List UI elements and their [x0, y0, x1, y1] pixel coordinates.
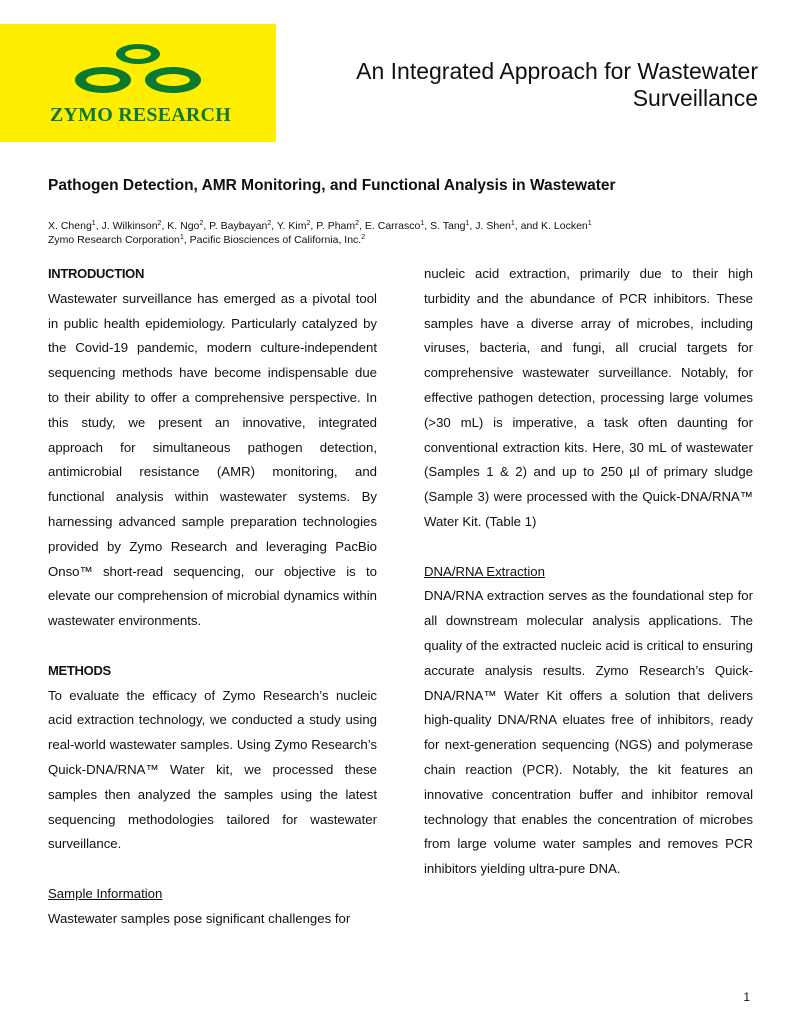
document-title-line1: An Integrated Approach for Wastewater — [356, 58, 758, 84]
introduction-heading: INTRODUCTION — [48, 266, 145, 281]
sample-information-body-cont: nucleic acid extraction, primarily due to their high turbidity and the abundance of PCR inhibitors. These samples have a diverse array of microbes, including viruses, bacteria, and fungi, all crucial targets for comprehensive wastewater surveillance. Notably, for effective pathogen detection, processing large volumes (>30 mL) is imperative, a task often daunting for conventional extraction kits. Here, 30 mL of wastewater (Samples 1 & 2) and up to 250 µl of primary sludge (Sample 3) were processed with the Quick-DNA/RNA™ Water Kit. (Table 1) — [424, 266, 753, 529]
paper-title: Pathogen Detection, AMR Monitoring, and Functional Analysis in Wastewater — [48, 177, 616, 194]
extraction-heading: DNA/RNA Extraction — [424, 563, 545, 579]
methods-heading: METHODS — [48, 662, 111, 678]
extraction-body: DNA/RNA extraction serves as the foundational step for all downstream molecular analysis applications. The quality of the extracted nucleic acid is critical to ensuring accurate analysis results. Zymo Research’s Quick-DNA/RNA™ Water Kit offers a solution that delivers high-quality DNA/RNA eluates free of inhibitors, ready for next-generation sequencing (NGS) and polymerase chain reaction (PCR). Notably, the kit features an innovative concentration buffer and inhibitor removal technology that enables the concentration of microbes from large volume water samples and removes PCR inhibitors yielding ultra-pure DNA. — [424, 588, 753, 877]
author: K. Ngo$^2$, — [167, 220, 210, 232]
affiliation-list — [48, 233, 365, 247]
author: J. Wilkinson$^2$, — [101, 220, 168, 232]
author-list — [48, 219, 592, 233]
sample-information-heading: Sample Information — [48, 885, 163, 901]
author: and K. Locken$^1$ — [520, 220, 592, 232]
author: J. Shen$^1$, — [475, 220, 521, 232]
methods-body: To evaluate the efficacy of Zymo Research’s nucleic acid extraction technology, we conducted a study using real-world wastewater samples. Using Zymo Research’s Quick-DNA/RNA™ Water kit, we processed these samples then analyzed the samples using the latest sequencing methodologies tailored for wastewater surveillance. — [48, 687, 377, 852]
document-title — [318, 58, 758, 112]
zymo-logo-icon — [74, 42, 202, 102]
document-title-line2: Surveillance — [632, 85, 758, 111]
left-column — [48, 262, 377, 932]
logo-text: ZYMO RESEARCH — [50, 104, 231, 126]
author: Y. Kim$^2$, — [276, 220, 317, 232]
affiliation: Pacific Biosciences of California, Inc.$^2$ — [189, 234, 366, 246]
author: P. Pham$^2$, — [316, 220, 365, 232]
author: S. Tang$^1$, — [430, 220, 476, 232]
author: X. Cheng$^1$, — [48, 220, 102, 232]
logo-banner — [0, 24, 276, 142]
sample-information-body-start: Wastewater samples pose significant challenges for — [48, 910, 351, 926]
introduction-body: Wastewater surveillance has emerged as a pivotal tool in public health epidemiology. Particularly catalyzed by the Covid-19 pandemic, modern culture-independent sequencing methods have become indispensable due to their ability to offer a comprehensive perspective. In this study, we present an innovative, integrated approach for simultaneous pathogen detection, antimicrobial resistance (AMR) monitoring, and functional analysis within wastewater systems. By harnessing advanced sample preparation technologies provided by Zymo Research and leveraging PacBio Onso™ short-read sequencing, our objective is to elevate our comprehension of microbial dynamics within wastewater environments. — [48, 290, 377, 629]
right-column — [424, 262, 753, 882]
author: E. Carrasco$^1$, — [364, 220, 431, 232]
affiliation: Zymo Research Corporation$^1$, — [48, 234, 190, 246]
page-number: 1 — [743, 990, 750, 1004]
author: P. Baybayan$^2$, — [209, 220, 277, 232]
